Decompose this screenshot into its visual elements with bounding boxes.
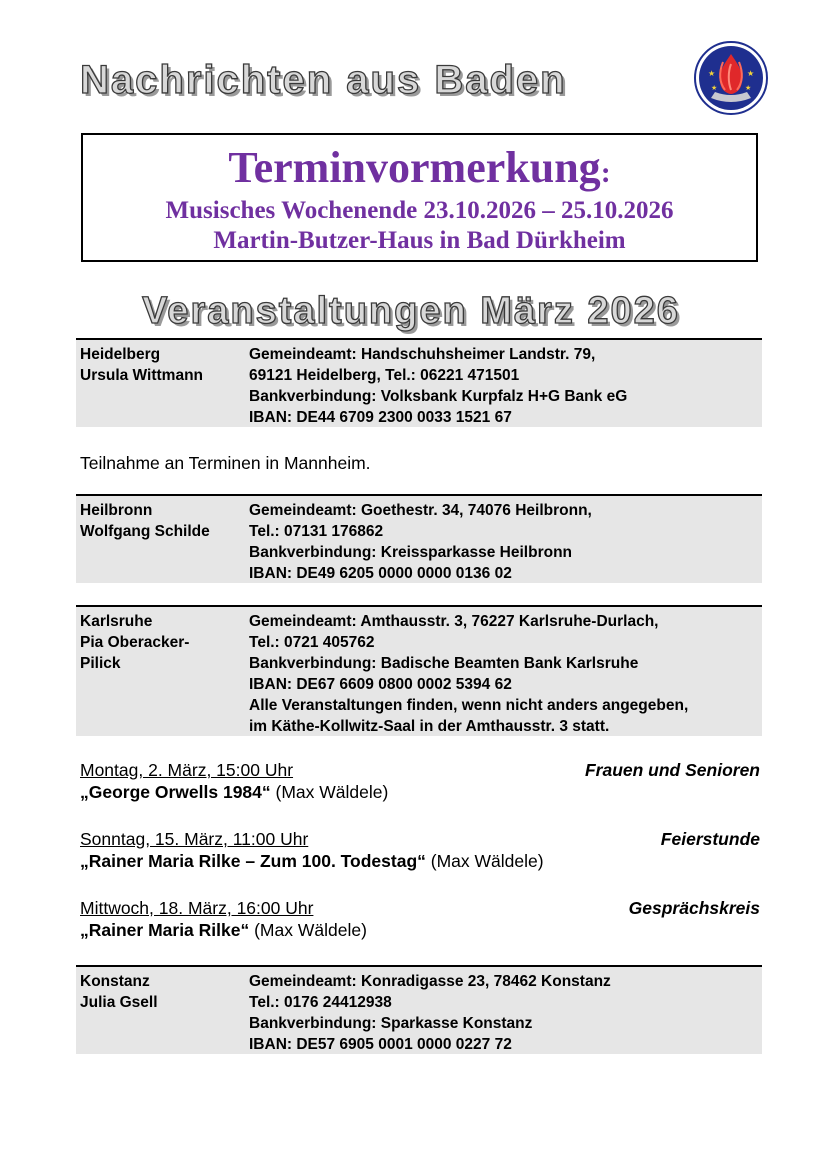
group-city: Konstanz: [80, 973, 150, 990]
event-date: Montag, 2. März, 15:00 Uhr: [80, 760, 294, 780]
group-contact: Wolfgang Schilde: [80, 523, 210, 540]
group-iban: IBAN: DE49 6205 0000 0000 0136 02: [249, 565, 512, 582]
group-address: Gemeindeamt: Konradigasse 23, 78462 Konstanz: [249, 973, 611, 990]
group-city: Heilbronn: [80, 502, 153, 519]
svg-text:★: ★: [747, 69, 755, 78]
group-address: Gemeindeamt: Amthausstr. 3, 76227 Karlsruhe-Durlach,: [249, 613, 659, 630]
group-contact-cont: Pilick: [80, 655, 121, 672]
group-city: Karlsruhe: [80, 613, 153, 630]
group-city: Heidelberg: [80, 346, 161, 363]
event-speaker: (Max Wäldele): [425, 851, 544, 871]
event-item: [80, 759, 760, 803]
group-venue-note-cont: im Käthe-Kollwitz-Saal in der Amthausstr. 3 statt.: [249, 718, 610, 735]
event-title: „George Orwells 1984“: [80, 782, 271, 802]
event-item: [80, 828, 760, 872]
group-phone: Tel.: 0721 405762: [249, 634, 375, 651]
group-box-heidelberg: [76, 338, 762, 427]
date-notice-box: [81, 133, 758, 262]
masthead-title: Nachrichten aus Baden: [80, 58, 567, 102]
notice-venue-line: Martin-Butzer-Haus in Bad Dürkheim: [213, 227, 626, 254]
event-category: Feierstunde: [660, 829, 760, 849]
group-city-phone: 69121 Heidelberg, Tel.: 06221 471501: [249, 367, 520, 384]
event-title: „Rainer Maria Rilke“: [80, 920, 250, 940]
event-title: „Rainer Maria Rilke – Zum 100. Todestag“: [80, 851, 426, 871]
group-address: Gemeindeamt: Handschuhsheimer Landstr. 79,: [249, 346, 596, 363]
group-bank: Bankverbindung: Kreissparkasse Heilbronn: [249, 544, 573, 561]
notice-title-colon: :: [600, 156, 611, 189]
group-phone: Tel.: 0176 24412938: [249, 994, 392, 1011]
flame-emblem-logo: [693, 40, 769, 116]
event-date: Mittwoch, 18. März, 16:00 Uhr: [80, 898, 314, 918]
group-contact: Pia Oberacker-: [80, 634, 190, 651]
heidelberg-note: Teilnahme an Terminen in Mannheim.: [80, 453, 371, 473]
event-category: Gesprächskreis: [628, 898, 760, 918]
group-bank: Bankverbindung: Sparkasse Konstanz: [249, 1015, 533, 1032]
event-category: Frauen und Senioren: [584, 760, 760, 780]
group-iban: IBAN: DE67 6609 0800 0002 5394 62: [249, 676, 512, 693]
group-iban: IBAN: DE44 6709 2300 0033 1521 67: [249, 409, 512, 426]
event-speaker: (Max Wäldele): [270, 782, 389, 802]
notice-event-line: Musisches Wochenende 23.10.2026 – 25.10.2026: [165, 197, 674, 224]
svg-text:★: ★: [711, 84, 718, 92]
group-address: Gemeindeamt: Goethestr. 34, 74076 Heilbronn,: [249, 502, 592, 519]
group-venue-note: Alle Veranstaltungen finden, wenn nicht anders angegeben,: [249, 697, 689, 714]
section-title: Veranstaltungen März 2026: [142, 290, 680, 332]
group-box-konstanz: [76, 965, 762, 1054]
svg-text:★: ★: [745, 84, 752, 92]
group-box-karlsruhe: [76, 605, 762, 736]
group-contact: Ursula Wittmann: [80, 367, 204, 384]
group-box-heilbronn: [76, 494, 762, 583]
event-speaker: (Max Wäldele): [249, 920, 367, 940]
group-bank: Bankverbindung: Volksbank Kurpfalz H+G Bank eG: [249, 388, 628, 405]
group-iban: IBAN: DE57 6905 0001 0000 0227 72: [249, 1036, 512, 1053]
group-phone: Tel.: 07131 176862: [249, 523, 384, 540]
svg-text:★: ★: [708, 69, 716, 78]
event-date: Sonntag, 15. März, 11:00 Uhr: [80, 829, 309, 849]
group-contact: Julia Gsell: [80, 994, 158, 1011]
notice-title: [83, 145, 756, 196]
notice-title-text: Terminvormerkung: [228, 143, 601, 192]
group-bank: Bankverbindung: Badische Beamten Bank Karlsruhe: [249, 655, 639, 672]
event-item: [80, 897, 760, 941]
